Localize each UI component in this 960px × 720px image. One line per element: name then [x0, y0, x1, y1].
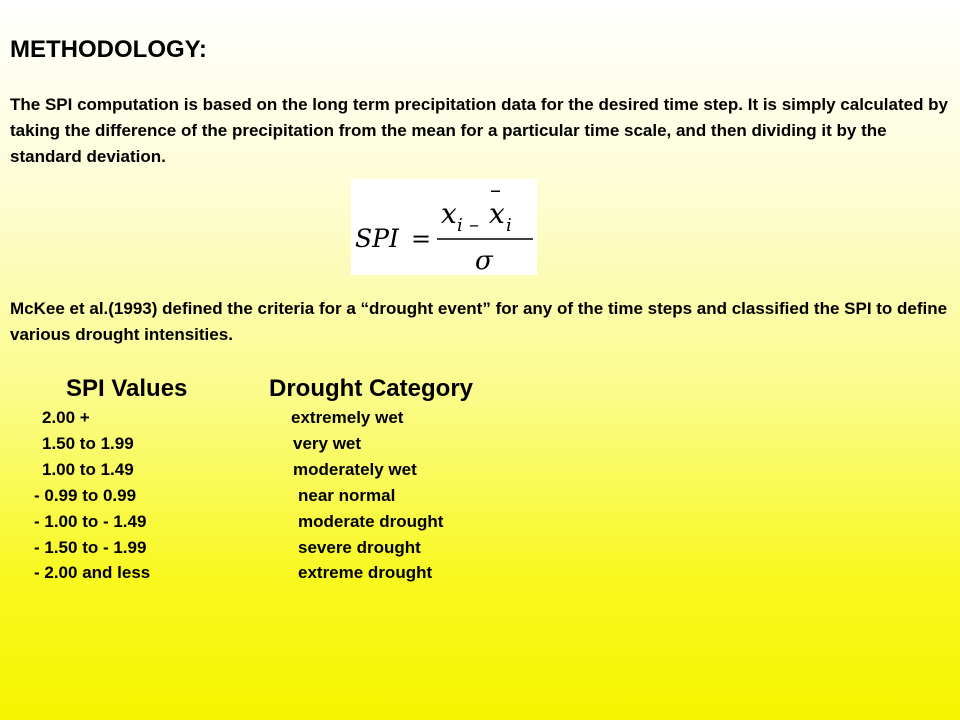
drought-category-cell: moderate drought	[298, 512, 444, 531]
formula-equals: =	[411, 225, 432, 253]
methodology-paragraph: The SPI computation is based on the long term precipitation data for the desired time step. It is simply calculated by taking the difference of the precipitation from the mean for a particular time scale, and then dividing it by the standard deviation.	[10, 95, 949, 166]
drought-category-header: Drought Category	[269, 375, 473, 402]
drought-category-cell: moderately wet	[293, 460, 417, 479]
drought-category-cell: extreme drought	[298, 563, 433, 582]
drought-category-cell: near normal	[298, 486, 396, 505]
spi-value-cell: - 1.00 to - 1.49	[34, 512, 147, 531]
formula-numerator-left-sub: i	[457, 215, 463, 236]
formula-denominator: σ	[475, 246, 493, 275]
formula-lhs: SPI	[355, 224, 399, 253]
spi-value-cell: - 2.00 and less	[34, 563, 151, 582]
spi-value-cell: - 0.99 to 0.99	[34, 486, 137, 505]
formula-numerator-right: x	[489, 197, 505, 230]
spi-value-cell: 1.50 to 1.99	[42, 434, 134, 453]
formula-minus: –	[469, 212, 479, 236]
spi-value-cell: 1.00 to 1.49	[42, 460, 134, 479]
formula-numerator-right-sub: i	[506, 215, 512, 236]
formula-numerator-left: x	[441, 197, 457, 230]
spi-formula-image	[351, 179, 537, 275]
formula-overbar: –	[490, 179, 501, 203]
drought-category-cell: severe drought	[298, 538, 421, 557]
spi-values-header: SPI Values	[66, 375, 188, 402]
spi-value-cell: - 1.50 to - 1.99	[34, 538, 147, 557]
drought-category-cell: very wet	[293, 434, 362, 453]
page-title: METHODOLOGY:	[10, 36, 207, 63]
spi-value-cell: 2.00 +	[42, 408, 90, 427]
drought-category-cell: extremely wet	[291, 408, 404, 427]
mckee-paragraph: McKee et al.(1993) defined the criteria for a “drought event” for any of the time steps and classified the SPI to define various drought intensities.	[10, 299, 948, 344]
